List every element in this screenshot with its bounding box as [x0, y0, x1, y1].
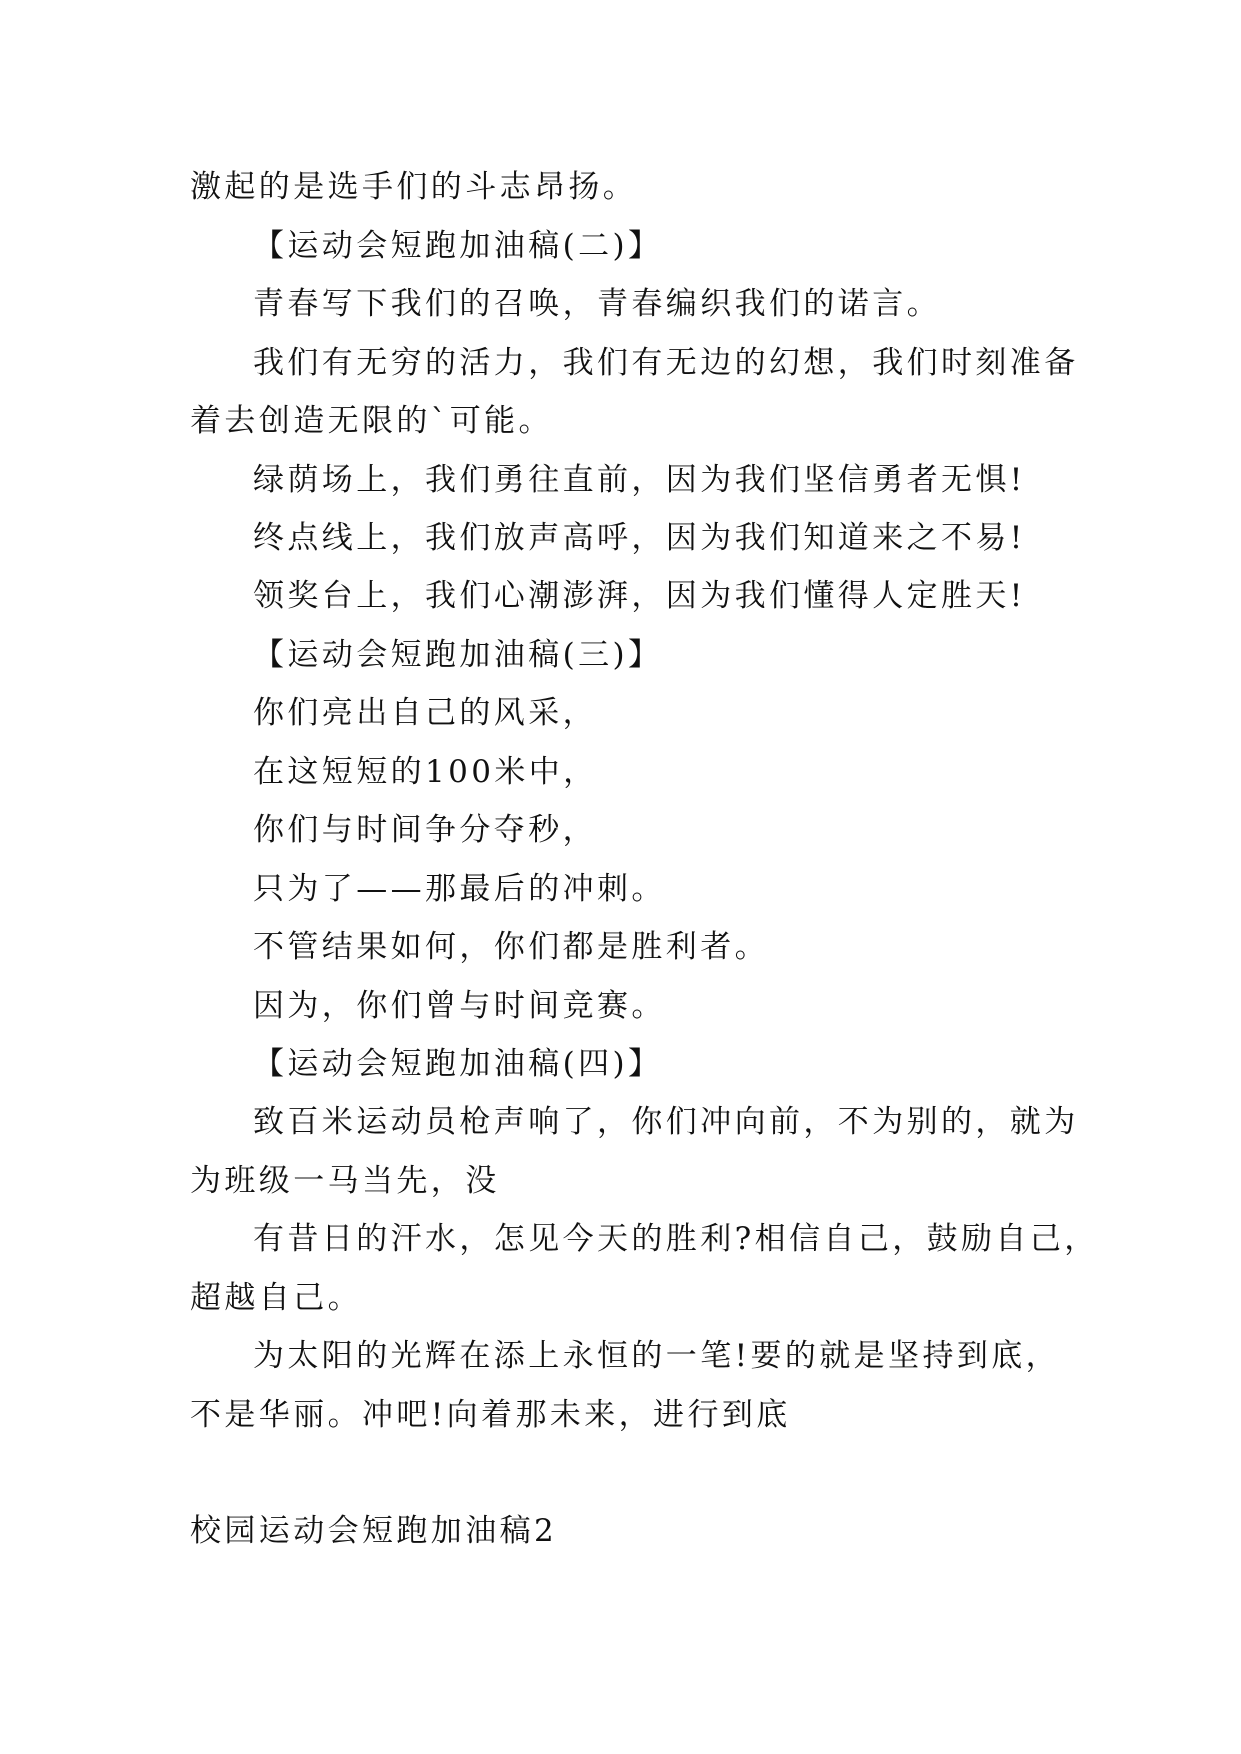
text-line: 我们有无穷的活力，我们有无边的幻想，我们时刻准备	[253, 345, 1079, 381]
text-line: 不管结果如何，你们都是胜利者。	[253, 929, 769, 965]
text-line: 青春写下我们的召唤，青春编织我们的诺言。	[253, 286, 941, 322]
text-line: 你们与时间争分夺秒，	[253, 812, 597, 848]
text-line: 不是华丽。冲吧!向着那未来，进行到底	[190, 1397, 791, 1433]
text-line: 着去创造无限的`可能。	[190, 403, 553, 439]
section-heading: 【运动会短跑加油稿(四)】	[253, 1046, 663, 1082]
text-line: 超越自己。	[190, 1280, 362, 1316]
text-line: 因为，你们曾与时间竞赛。	[253, 988, 666, 1024]
text-line: 只为了——那最后的冲刺。	[253, 871, 666, 907]
section-heading: 【运动会短跑加油稿(三)】	[253, 637, 663, 673]
text-line: 有昔日的汗水，怎见今天的胜利?相信自己，鼓励自己，	[253, 1221, 1099, 1257]
text-line: 在这短短的100米中，	[253, 754, 598, 790]
text-line: 你们亮出自己的风采，	[253, 695, 597, 731]
section-title: 校园运动会短跑加油稿2	[190, 1513, 558, 1549]
text-line: 终点线上，我们放声高呼，因为我们知道来之不易!	[253, 520, 1026, 556]
text-line: 领奖台上，我们心潮澎湃，因为我们懂得人定胜天!	[253, 578, 1026, 614]
text-line: 致百米运动员枪声响了，你们冲向前，不为别的，就为	[253, 1104, 1079, 1140]
text-line: 激起的是选手们的斗志昂扬。	[190, 169, 638, 205]
text-line: 绿荫场上，我们勇往直前，因为我们坚信勇者无惧!	[253, 462, 1026, 498]
text-line: 为太阳的光辉在添上永恒的一笔!要的就是坚持到底，	[253, 1338, 1061, 1374]
text-line: 为班级一马当先，没	[190, 1163, 500, 1199]
section-heading: 【运动会短跑加油稿(二)】	[253, 228, 663, 264]
